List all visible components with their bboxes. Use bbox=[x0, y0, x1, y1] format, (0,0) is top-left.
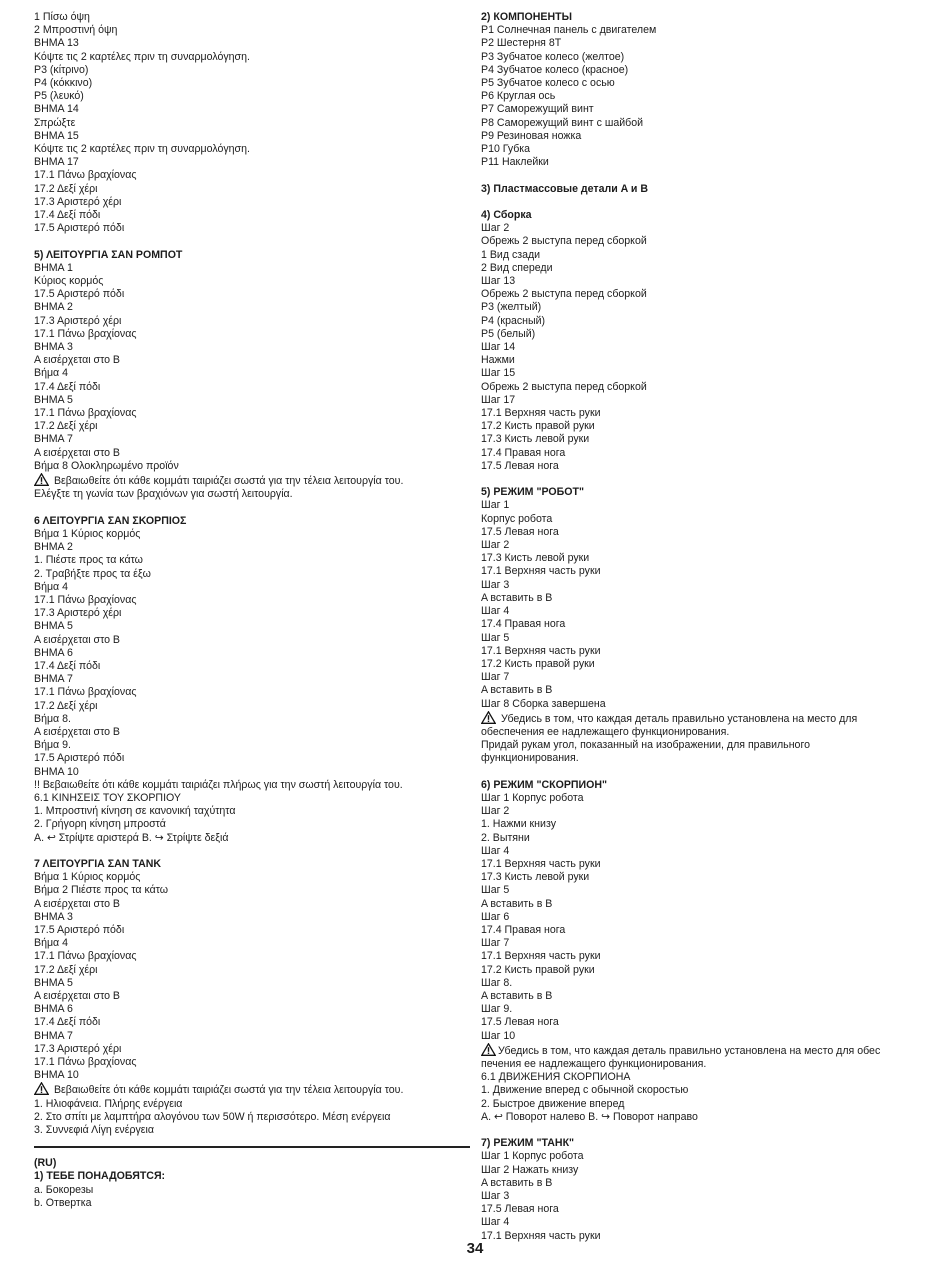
text-line: P2 Шестерня 8T bbox=[481, 37, 562, 50]
text-line: Βήμα 4 bbox=[34, 580, 69, 593]
text-line: 17.1 Πάνω βραχίονας bbox=[34, 407, 137, 420]
warning-line bbox=[34, 1082, 470, 1097]
heading-text: 3) Пластмассовые детали A и B bbox=[481, 182, 648, 195]
heading-text: 2) КОМПОНЕНТЫ bbox=[481, 11, 572, 23]
text-line: ΒΗΜΑ 6 bbox=[34, 1003, 73, 1016]
text-line: ΒΗΜΑ 7 bbox=[34, 433, 73, 446]
text-line: Корпус робота bbox=[481, 512, 553, 525]
text-line: Шаг 1 bbox=[481, 499, 510, 512]
warning-text: Убедись в том, что каждая деталь правильно установлена на место для bbox=[498, 712, 858, 725]
section-heading bbox=[34, 249, 470, 262]
text-line: A. ↩ Поворот налево B. ↪ Поворот направо bbox=[481, 1110, 698, 1123]
text-line: 17.5 Αριστερό πόδι bbox=[34, 222, 125, 235]
text-line: 17.2 Кисть правой руки bbox=[481, 657, 595, 670]
text-line: Придай рукам угол, показанный на изображении, для правильного bbox=[481, 739, 810, 752]
text-line: Обрежь 2 выступа перед сборкой bbox=[481, 380, 647, 393]
text-line: Βήμα 1 Κύριος κορμός bbox=[34, 871, 141, 884]
heading-text: 1) ТЕБЕ ПОНАДОБЯТСЯ: bbox=[34, 1170, 166, 1183]
text-line: ΒΗΜΑ 14 bbox=[34, 103, 79, 116]
text-line: Σπρώξτε bbox=[34, 116, 76, 129]
text-line: ΒΗΜΑ 5 bbox=[34, 620, 73, 633]
text-line: 17.2 Δεξί χέρι bbox=[34, 699, 98, 712]
text-line: Шаг 4 bbox=[481, 844, 510, 857]
text-line: 1 Вид сзади bbox=[481, 248, 541, 261]
text-line: P6 Круглая ось bbox=[481, 90, 556, 103]
text-line: P5 Зубчатое колесо с осью bbox=[481, 77, 615, 90]
text-line: Шаг 8. bbox=[481, 976, 513, 989]
spacer bbox=[481, 473, 921, 486]
text-line: Α εισέρχεται στο Β bbox=[34, 446, 121, 459]
text-line: 17.1 Πάνω βραχίονας bbox=[34, 169, 137, 182]
text-line: 17.5 Левая нога bbox=[481, 1203, 559, 1216]
heading-text: 4) Сборка bbox=[481, 209, 532, 222]
section-heading bbox=[481, 209, 921, 222]
text-line: Α εισέρχεται στο Β bbox=[34, 725, 121, 738]
section-heading bbox=[481, 183, 921, 196]
text-line: P7 Саморежущий винт bbox=[481, 103, 594, 116]
text-line: Α εισέρχεται στο Β bbox=[34, 354, 121, 367]
text-line: 2. Γρήγορη κίνηση μπροστά bbox=[34, 818, 166, 831]
text-line: A вставить в B bbox=[481, 1176, 553, 1189]
text-line: Шаг 10 bbox=[481, 1029, 516, 1042]
text-line: ΒΗΜΑ 2 bbox=[34, 301, 73, 314]
text-line: Ελέγξτε τη γωνία των βραχιόνων για σωστή λειτουργία. bbox=[34, 488, 293, 501]
text-line: A вставить в B bbox=[481, 591, 553, 604]
warning-icon bbox=[481, 1043, 496, 1056]
text-line: A вставить в B bbox=[481, 897, 553, 910]
text-line: Нажми bbox=[481, 354, 515, 367]
text-line: 2 Вид спереди bbox=[481, 261, 553, 274]
text-line: Шаг 5 bbox=[481, 884, 510, 897]
heading-text: 7 ΛΕΙΤΟΥΡΓΙΑ ΣΑΝ TANK bbox=[34, 857, 162, 870]
text-line: Шаг 17 bbox=[481, 393, 516, 406]
spacer bbox=[481, 169, 921, 182]
warning-line bbox=[34, 473, 470, 488]
text-line: 17.1 Верхняя часть руки bbox=[481, 407, 601, 420]
spacer bbox=[34, 235, 470, 248]
section-heading bbox=[34, 515, 470, 528]
text-line: P1 Солнечная панель с двигателем bbox=[481, 24, 657, 37]
text-line: A вставить в B bbox=[481, 989, 553, 1002]
text-line: ΒΗΜΑ 7 bbox=[34, 1029, 73, 1042]
text-line: Βήμα 4 bbox=[34, 937, 69, 950]
text-line: Шаг 2 bbox=[481, 222, 510, 235]
text-line: Шаг 15 bbox=[481, 367, 516, 380]
text-line: 1 Πίσω όψη bbox=[34, 11, 90, 23]
text-line: ΒΗΜΑ 5 bbox=[34, 976, 73, 989]
text-line: 1. Πιέστε προς τα κάτω bbox=[34, 554, 143, 567]
text-line: функционирования. bbox=[481, 752, 579, 765]
text-line: P4 (красный) bbox=[481, 314, 546, 327]
text-line: 1. Нажми книзу bbox=[481, 818, 556, 831]
text-line: 17.4 Правая нога bbox=[481, 618, 566, 631]
text-line: 17.4 Δεξί πόδι bbox=[34, 659, 101, 672]
text-line: 17.2 Δεξί χέρι bbox=[34, 420, 98, 433]
text-line: Обрежь 2 выступа перед сборкой bbox=[481, 235, 647, 248]
warning-text: Βεβαιωθείτε ότι κάθε κομμάτι ταιριάζει σωστά για την τέλεια λειτουργία του. bbox=[51, 1084, 404, 1097]
text-line: 17.3 Αριστερό χέρι bbox=[34, 1042, 122, 1055]
text-line: Шаг 4 bbox=[481, 605, 510, 618]
spacer bbox=[34, 502, 470, 515]
text-line: Βήμα 9. bbox=[34, 739, 71, 752]
heading-text: 5) РЕЖИМ "РОБОТ" bbox=[481, 486, 584, 499]
text-line: ΒΗΜΑ 3 bbox=[34, 910, 73, 923]
text-line: Κόψτε τις 2 καρτέλες πριν τη συναρμολόγηση. bbox=[34, 143, 250, 156]
text-line: 17.1 Верхняя часть руки bbox=[481, 644, 601, 657]
text-line: Шаг 7 bbox=[481, 937, 510, 950]
text-line: 17.4 Δεξί πόδι bbox=[34, 1016, 101, 1029]
page-number: 34 bbox=[466, 1240, 484, 1257]
text-line: b. Отвертка bbox=[34, 1196, 92, 1209]
heading-text: 7) РЕЖИМ "ТАНК" bbox=[481, 1137, 575, 1150]
warning-text: Βεβαιωθείτε ότι κάθε κομμάτι ταιριάζει σωστά για την τέλεια λειτουργία του. bbox=[51, 475, 404, 488]
text-line: 6.1 ДВИЖЕНИЯ СКОРПИОНА bbox=[481, 1071, 631, 1084]
text-line: 17.1 Πάνω βραχίονας bbox=[34, 686, 137, 699]
heading-text: (RU) bbox=[34, 1157, 57, 1170]
text-line: 17.3 Αριστερό χέρι bbox=[34, 314, 122, 327]
text-line: a. Бокорезы bbox=[34, 1183, 94, 1196]
text-line: Шаг 8 Сборка завершена bbox=[481, 697, 606, 710]
text-line: ΒΗΜΑ 10 bbox=[34, 1069, 79, 1082]
text-line: ΒΗΜΑ 17 bbox=[34, 156, 79, 169]
text-line: ΒΗΜΑ 13 bbox=[34, 37, 79, 50]
text-line: P11 Наклейки bbox=[481, 156, 549, 169]
text-line: 17.1 Верхняя часть руки bbox=[481, 857, 601, 870]
spacer bbox=[481, 196, 921, 209]
text-line: 17.3 Αριστερό χέρι bbox=[34, 195, 122, 208]
text-line: 17.5 Αριστερό πόδι bbox=[34, 923, 125, 936]
text-line: Шаг 2 Нажать книзу bbox=[481, 1163, 579, 1176]
text-line: 1. Ηλιοφάνεια. Πλήρης ενέργεια bbox=[34, 1097, 183, 1110]
text-line: P5 (λευκό) bbox=[34, 90, 84, 103]
section-heading bbox=[34, 1170, 470, 1183]
text-line: Шаг 1 Корпус робота bbox=[481, 791, 584, 804]
warning-line bbox=[481, 1043, 921, 1058]
text-line: 17.2 Δεξί χέρι bbox=[34, 963, 98, 976]
text-line: 17.1 Πάνω βραχίονας bbox=[34, 950, 137, 963]
text-line: Α εισέρχεται στο Β bbox=[34, 633, 121, 646]
spacer bbox=[481, 766, 921, 779]
warning-icon bbox=[34, 1082, 49, 1095]
text-line: P8 Саморежущий винт с шайбой bbox=[481, 116, 644, 129]
text-line: Α. ↩ Στρίψτε αριστερά Β. ↪ Στρίψτε δεξιά bbox=[34, 831, 229, 844]
text-line: Шаг 9. bbox=[481, 1003, 513, 1016]
text-line: 17.1 Πάνω βραχίονας bbox=[34, 327, 137, 340]
warning-icon bbox=[481, 711, 496, 724]
text-line: 17.4 Δεξί πόδι bbox=[34, 209, 101, 222]
text-line: P5 (белый) bbox=[481, 327, 536, 340]
text-line: P10 Губка bbox=[481, 143, 531, 156]
text-line: 17.3 Кисть левой руки bbox=[481, 552, 590, 565]
section-heading bbox=[34, 1157, 470, 1170]
text-line: P3 (κίτρινο) bbox=[34, 63, 89, 76]
section-heading bbox=[481, 11, 921, 24]
text-line: 17.5 Αριστερό πόδι bbox=[34, 752, 125, 765]
text-line: Α εισέρχεται στο Β bbox=[34, 989, 121, 1002]
text-line: Обрежь 2 выступа перед сборкой bbox=[481, 288, 647, 301]
text-line: P3 (желтый) bbox=[481, 301, 542, 314]
text-line: 17.2 Кисть правой руки bbox=[481, 963, 595, 976]
text-line: Βήμα 8. bbox=[34, 712, 71, 725]
text-line: Βήμα 4 bbox=[34, 367, 69, 380]
text-line: 1. Движение вперед с обычной скоростью bbox=[481, 1084, 689, 1097]
text-line: 2. Вытяни bbox=[481, 831, 530, 844]
text-line: Шаг 14 bbox=[481, 341, 516, 354]
heading-text: 5) ΛΕΙΤΟΥΡΓΙΑ ΣΑΝ ΡΟΜΠΟΤ bbox=[34, 248, 183, 261]
text-line: Βήμα 8 Ολοκληρωμένο προϊόν bbox=[34, 459, 179, 472]
text-line: ΒΗΜΑ 6 bbox=[34, 646, 73, 659]
heading-text: 6) РЕЖИМ "СКОРПИОН" bbox=[481, 778, 608, 791]
text-line: 17.1 Верхняя часть руки bbox=[481, 950, 601, 963]
text-line: Κόψτε τις 2 καρτέλες πριν τη συναρμολόγηση. bbox=[34, 50, 250, 63]
text-line: ΒΗΜΑ 10 bbox=[34, 765, 79, 778]
text-line: ΒΗΜΑ 1 bbox=[34, 261, 73, 274]
text-line: Шаг 2 bbox=[481, 539, 510, 552]
text-line: 17.5 Αριστερό πόδι bbox=[34, 288, 125, 301]
text-line: 17.1 Πάνω βραχίονας bbox=[34, 1056, 137, 1068]
text-line: Шаг 3 bbox=[481, 1190, 510, 1202]
text-line: 2. Τραβήξτε προς τα έξω bbox=[34, 567, 151, 580]
text-line: Шаг 5 bbox=[481, 631, 510, 644]
text-line: 17.5 Левая нога bbox=[481, 525, 559, 538]
text-line: P9 Резиновая ножка bbox=[481, 129, 582, 142]
section-heading bbox=[34, 858, 470, 871]
text-line: P4 (κόκκινο) bbox=[34, 77, 93, 90]
text-line: 2 Μπροστινή όψη bbox=[34, 24, 118, 37]
text-line: 17.5 Левая нога bbox=[481, 459, 559, 472]
text-line: 1. Μπροστινή κίνηση σε κανονική ταχύτητα bbox=[34, 805, 236, 818]
text-line: P4 Зубчатое колесо (красное) bbox=[481, 63, 629, 76]
text-line: Шаг 3 bbox=[481, 578, 510, 591]
text-line: Шаг 4 bbox=[481, 1216, 510, 1229]
text-line: Α εισέρχεται στο Β bbox=[34, 897, 121, 910]
text-line: 17.1 Πάνω βραχίονας bbox=[34, 593, 137, 606]
heading-text: 6 ΛΕΙΤΟΥΡΓΙΑ ΣΑΝ ΣΚΟΡΠΙΟΣ bbox=[34, 514, 187, 527]
text-line: Βήμα 1 Κύριος κορμός bbox=[34, 527, 141, 540]
text-line: 17.3 Кисть левой руки bbox=[481, 871, 590, 884]
text-line: 17.4 Δεξί πόδι bbox=[34, 380, 101, 393]
text-line: !! Βεβαιωθείτε ότι κάθε κομμάτι ταιριάζει πλήρως για την σωστή λειτουργία του. bbox=[34, 778, 403, 791]
text-line: A вставить в B bbox=[481, 684, 553, 697]
section-divider bbox=[34, 1146, 470, 1148]
text-line: Шаг 1 Корпус робота bbox=[481, 1150, 584, 1163]
text-line: 2. Быстрое движение вперед bbox=[481, 1097, 625, 1110]
text-line: Шаг 13 bbox=[481, 275, 516, 288]
left-column bbox=[34, 11, 470, 1210]
text-line: 17.5 Левая нога bbox=[481, 1016, 559, 1029]
warning-line bbox=[481, 711, 921, 726]
text-line: 17.3 Αριστερό χέρι bbox=[34, 607, 122, 620]
spacer bbox=[34, 845, 470, 858]
text-line: ΒΗΜΑ 5 bbox=[34, 393, 73, 406]
text-line: 17.1 Верхняя часть руки bbox=[481, 565, 601, 578]
text-line: Шаг 6 bbox=[481, 910, 510, 923]
text-line: 2. Στο σπίτι με λαμπτήρα αλογόνου των 50W ή περισσότερο. Μέση ενέργεια bbox=[34, 1110, 391, 1123]
warning-text: Убедись в том, что каждая деталь правильно установлена на место для обес bbox=[498, 1044, 881, 1057]
text-line: 17.4 Правая нога bbox=[481, 446, 566, 459]
text-line: ΒΗΜΑ 2 bbox=[34, 541, 73, 554]
text-line: ΒΗΜΑ 3 bbox=[34, 341, 73, 354]
spacer bbox=[481, 1124, 921, 1137]
text-line: ΒΗΜΑ 7 bbox=[34, 673, 73, 686]
section-heading bbox=[481, 779, 921, 792]
text-line: печения ее надлежащего функционирования. bbox=[481, 1057, 707, 1070]
text-line: 17.2 Δεξί χέρι bbox=[34, 182, 98, 195]
text-line: Шаг 7 bbox=[481, 671, 510, 684]
text-line: Κύριος κορμός bbox=[34, 275, 104, 288]
text-line: P3 Зубчатое колесо (желтое) bbox=[481, 50, 625, 63]
text-line: Βήμα 2 Πιέστε προς τα κάτω bbox=[34, 884, 169, 897]
text-line: 17.3 Кисть левой руки bbox=[481, 433, 590, 446]
text-line: обеспечения ее надлежащего функционирования. bbox=[481, 725, 730, 738]
text-line: 17.2 Кисть правой руки bbox=[481, 420, 595, 433]
warning-icon bbox=[34, 473, 49, 486]
section-heading bbox=[481, 486, 921, 499]
right-column bbox=[481, 11, 921, 1243]
text-line: 17.1 Верхняя часть руки bbox=[481, 1229, 601, 1242]
text-line: Шаг 2 bbox=[481, 805, 510, 818]
section-heading bbox=[481, 1137, 921, 1150]
text-line: 6.1 ΚΙΝΗΣΕΙΣ ΤΟΥ ΣΚΟΡΠΙΟΥ bbox=[34, 791, 181, 804]
text-line: 17.4 Правая нога bbox=[481, 923, 566, 936]
text-line: ΒΗΜΑ 15 bbox=[34, 129, 79, 142]
text-line: 3. Συννεφιά Λίγη ενέργεια bbox=[34, 1124, 154, 1137]
